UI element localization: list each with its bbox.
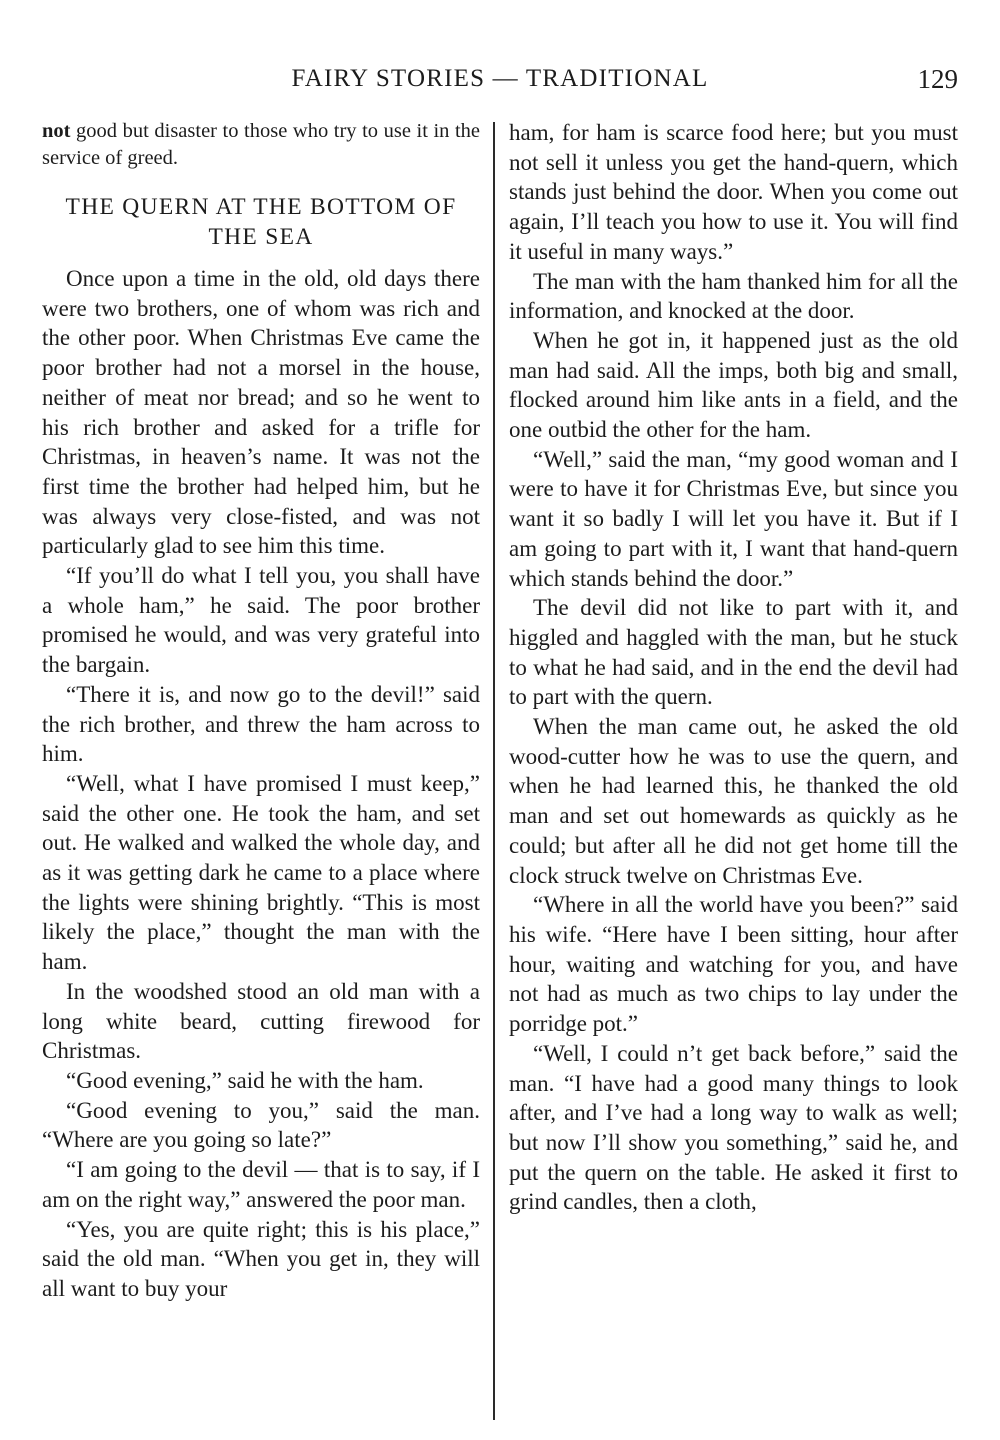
paragraph: “I am going to the devil — that is to say, if I am on the right way,” answered the poor man. [42,1157,480,1212]
paragraph: “If you’ll do what I tell you, you shall have a whole ham,” he said. The poor brother promised he would, and was very grateful into the bargain. [42,563,480,678]
paragraph: Once upon a time in the old, old days there were two brothers, one of whom was rich and the other poor. When Christmas Eve came the poor brother had not a morsel in the house, neither of meat nor bread; and so he went to his rich brother and asked for a trifle for Christmas, in heaven’s name. It was not the first time the brother had helped him, but he was always very close-fisted, and was not particularly glad to see him this time. [42,266,480,559]
page-number: 129 [917,64,958,94]
intro-text: good but disaster to those who try to use it in the service of greed. [42,120,480,169]
paragraph: “Well, what I have promised I must keep,” said the other one. He took the ham, and set out. He walked and walked the whole day, and as it was getting dark he came to a place where the lights were shining brightly. “This is most likely the place,” thought the man with the ham. [42,770,480,975]
running-header [0,62,1000,96]
paragraph: “Yes, you are quite right; this is his place,” said the old man. “When you get in, they will all want to buy your [42,1216,480,1301]
intro-bold-word: not [42,120,71,142]
left-column [42,118,480,1304]
paragraph-continued: ham, for ham is scarce food here; but you must not sell it unless you get the hand-quern, which stands just behind the door. When you come out again, I’ll teach you how to use it. You will find it useful in many ways.” [509,120,958,264]
paragraph: “Where in all the world have you been?” said his wife. “Here have I been sitting, hour after hour, waiting and watching for you, and have not had as much as two chips to lay under the porridge pot.” [509,892,958,1037]
right-column [509,118,958,1217]
paragraph: In the woodshed stood an old man with a long white beard, cutting firewood for Christmas. [42,978,480,1064]
paragraph: The devil did not like to part with it, and higgled and haggled with the man, but he stuck to what he had said, and in the end the devil had to part with the quern. [509,595,958,710]
paragraph: When he got in, it happened just as the old man had said. All the imps, both big and small, flocked around him like ants in a field, and the one outbid the other for the ham. [509,327,958,443]
running-title: FAIRY STORIES — TRADITIONAL [291,65,709,92]
paragraph: “Well, I could n’t get back before,” said the man. “I have had a good many things to look after, and I’ve had a long way to walk as well; but now I’ll show you something,” said he, and put the quern on the table. He asked it first to grind candles, then a cloth, [509,1040,958,1215]
story-title: THE QUERN AT THE BOTTOM OF THE SEA [65,194,457,250]
paragraph: “Good evening to you,” said the man. “Where are you going so late?” [42,1097,480,1153]
intro-paragraph [42,118,480,172]
paragraph: “Good evening,” said he with the ham. [66,1067,424,1093]
paragraph: “There it is, and now go to the devil!” said the rich brother, and threw the ham across to him. [42,681,480,767]
paragraph: “Well,” said the man, “my good woman and I were to have it for Christmas Eve, but since you want it so badly I will let you have it. But if I am going to part with it, I want that hand-quern which stands behind the door.” [509,446,958,591]
paragraph: When the man came out, he asked the old wood-cutter how he was to use the quern, and when he had learned this, he thanked the old man and set out homewards as quickly as he could; but after all he did not get home till the clock struck twelve on Christmas Eve. [509,714,958,888]
paragraph: The man with the ham thanked him for all the information, and knocked at the door. [509,268,958,324]
column-divider [493,122,495,1420]
